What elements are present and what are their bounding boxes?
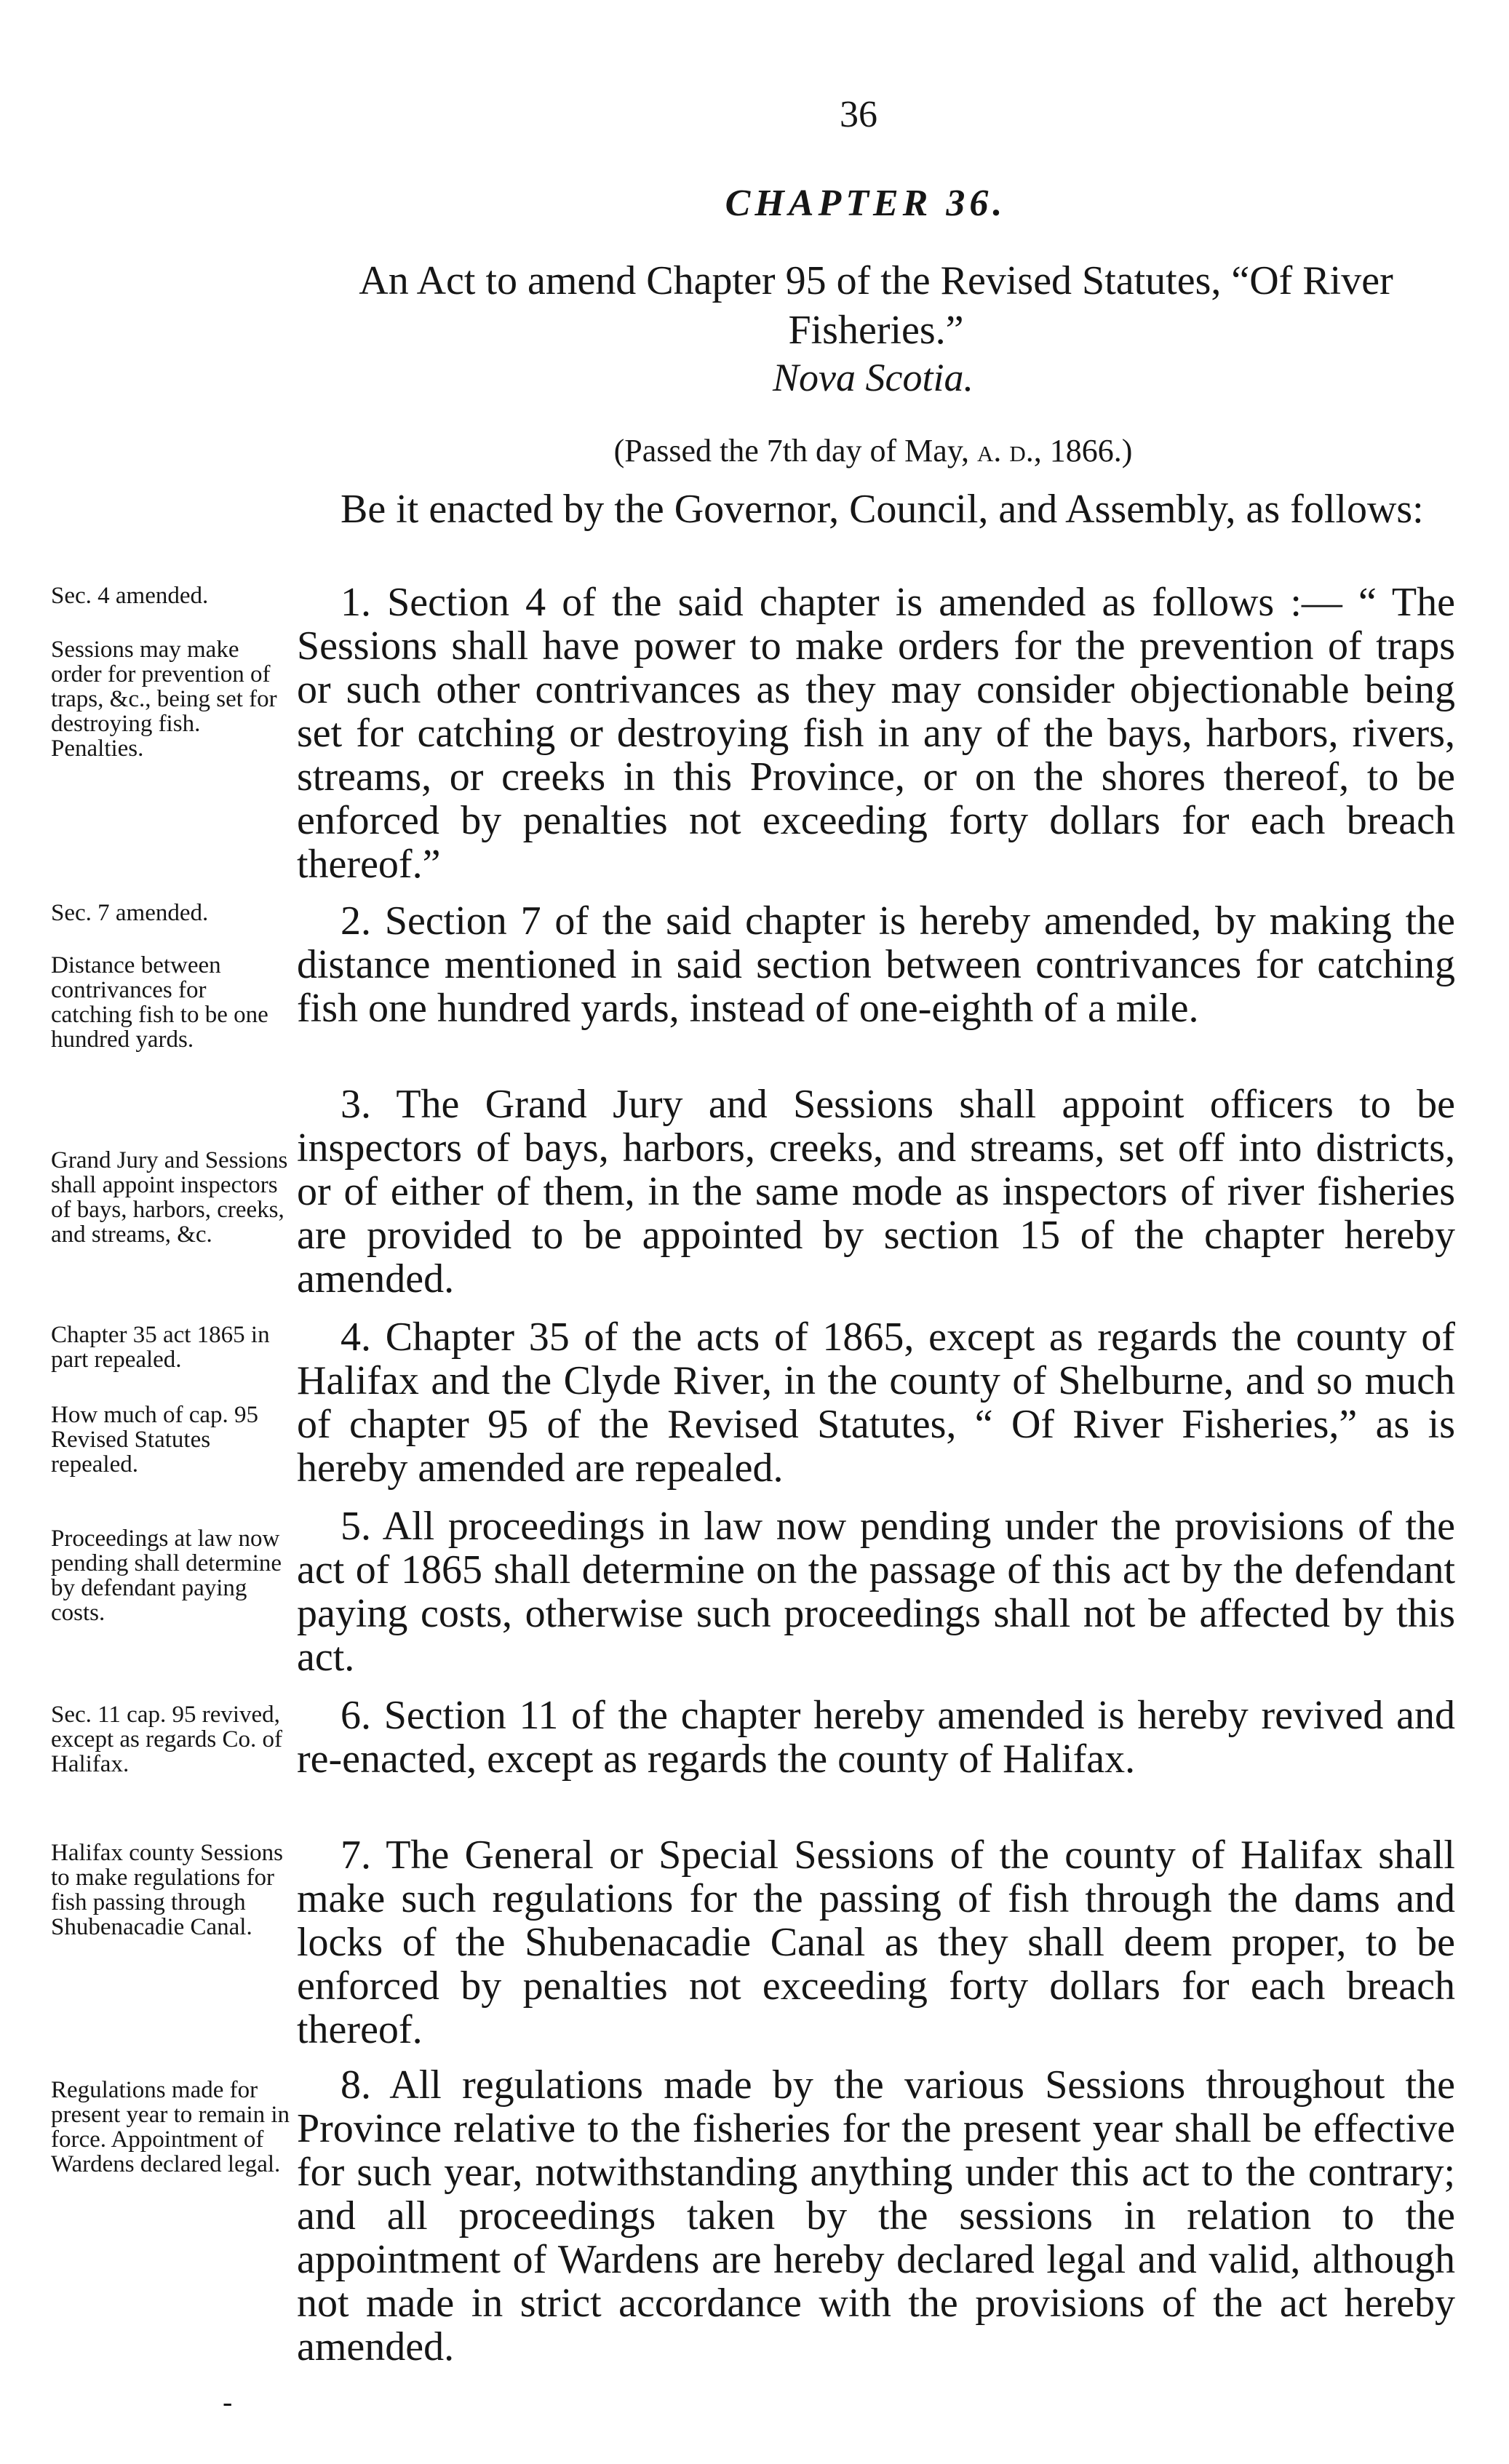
passed-era: a. d.	[976, 433, 1034, 469]
section-3: 3. The Grand Jury and Sessions shall appoint officers to be inspectors of bays, harbors, creeks, and streams, set off into districts, or of either of them, in the same mode as inspectors of river fisheries are provided to be appointed by section 15 of the chapter hereby amended.	[297, 1082, 1455, 1301]
section-2: 2. Section 7 of the said chapter is hereby amended, by making the distance mentioned in said section between contrivances for catching fish one hundred yards, instead of one-eighth of a mile.	[297, 898, 1455, 1031]
enacting-clause: Be it enacted by the Governor, Council, and Assembly, as follows:	[341, 487, 1424, 532]
section-5: 5. All proceedings in law now pending under the provisions of the act of 1865 shall determine on the passage of this act by the defendant paying costs, otherwise such proceedings shall not be affected by this act.	[297, 1504, 1455, 1680]
margin-note-regulations: Regulations made for present year to remain in force. Appointment of Wardens declared legal.	[51, 2077, 290, 2177]
margin-note-sessions-orders: Sessions may make order for prevention of traps, &c., being set for destroying fish. Penalties.	[51, 637, 277, 762]
province-name: Nova Scotia.	[773, 356, 974, 399]
margin-note-sec4: Sec. 4 amended.	[51, 583, 209, 609]
passed-prefix: (Passed the 7th day of May,	[613, 433, 977, 469]
stray-mark: -	[223, 2385, 233, 2418]
section-8: 8. All regulations made by the various Sessions throughout the Province relative to the fisheries for the present year shall be effective for such year, notwithstanding anything under this act to the contrary; and all proceedings taken by the sessions in relation to the appointment of Wardens are hereby declared legal and valid, although not made in strict accordance with the provisions of the act hereby amended.	[297, 2062, 1455, 2369]
section-1: 1. Section 4 of the said chapter is amended as follows :— “ The Sessions shall have power to make orders for the prevention of traps or such other contrivances as they may consider objectionable being set for catching or destroying fish in any of the bays, harbors, rivers, streams, or creeks in this Province, or on the shores thereof, to be enforced by penalties not exceeding forty dollars for each breach thereof.”	[297, 580, 1455, 887]
section-7: 7. The General or Special Sessions of the county of Halifax shall make such regulations for the passing of fish through the dams and locks of the Shubenacadie Canal as they shall deem proper, to be enforced by penalties not exceeding forty dollars for each breach thereof.	[297, 1833, 1455, 2052]
section-6: 6. Section 11 of the chapter hereby amended is hereby revived and re-enacted, except as regards the county of Halifax.	[297, 1693, 1455, 1782]
margin-note-proceedings: Proceedings at law now pending shall determine by defendant paying costs.	[51, 1526, 282, 1626]
act-title: An Act to amend Chapter 95 of the Revised Statutes, “Of River Fisheries.”	[359, 258, 1393, 353]
margin-note-sec7: Sec. 7 amended.	[51, 900, 209, 926]
chapter-heading: CHAPTER 36.	[725, 183, 1007, 224]
passed-date	[509, 432, 1237, 469]
margin-note-sec11: Sec. 11 cap. 95 revived, except as regards Co. of Halifax.	[51, 1702, 282, 1777]
margin-note-chapter35: Chapter 35 act 1865 in part repealed.	[51, 1322, 270, 1373]
passed-suffix: , 1866.)	[1033, 433, 1133, 469]
margin-note-cap95: How much of cap. 95 Revised Statutes repealed.	[51, 1402, 259, 1478]
margin-note-halifax-sessions: Halifax county Sessions to make regulations for fish passing through Shubenacadie Canal.	[51, 1840, 283, 1940]
margin-note-grand-jury: Grand Jury and Sessions shall appoint inspectors of bays, harbors, creeks, and streams, &c.	[51, 1147, 288, 1248]
section-4: 4. Chapter 35 of the acts of 1865, except as regards the county of Halifax and the Clyde River, in the county of Shelburne, and so much of chapter 95 of the Revised Statutes, “ Of River Fisheries,” as is hereby amended are repealed.	[297, 1315, 1455, 1491]
margin-note-distance: Distance between contrivances for catching fish to be one hundred yards.	[51, 952, 268, 1053]
page-number: 36	[840, 94, 877, 135]
